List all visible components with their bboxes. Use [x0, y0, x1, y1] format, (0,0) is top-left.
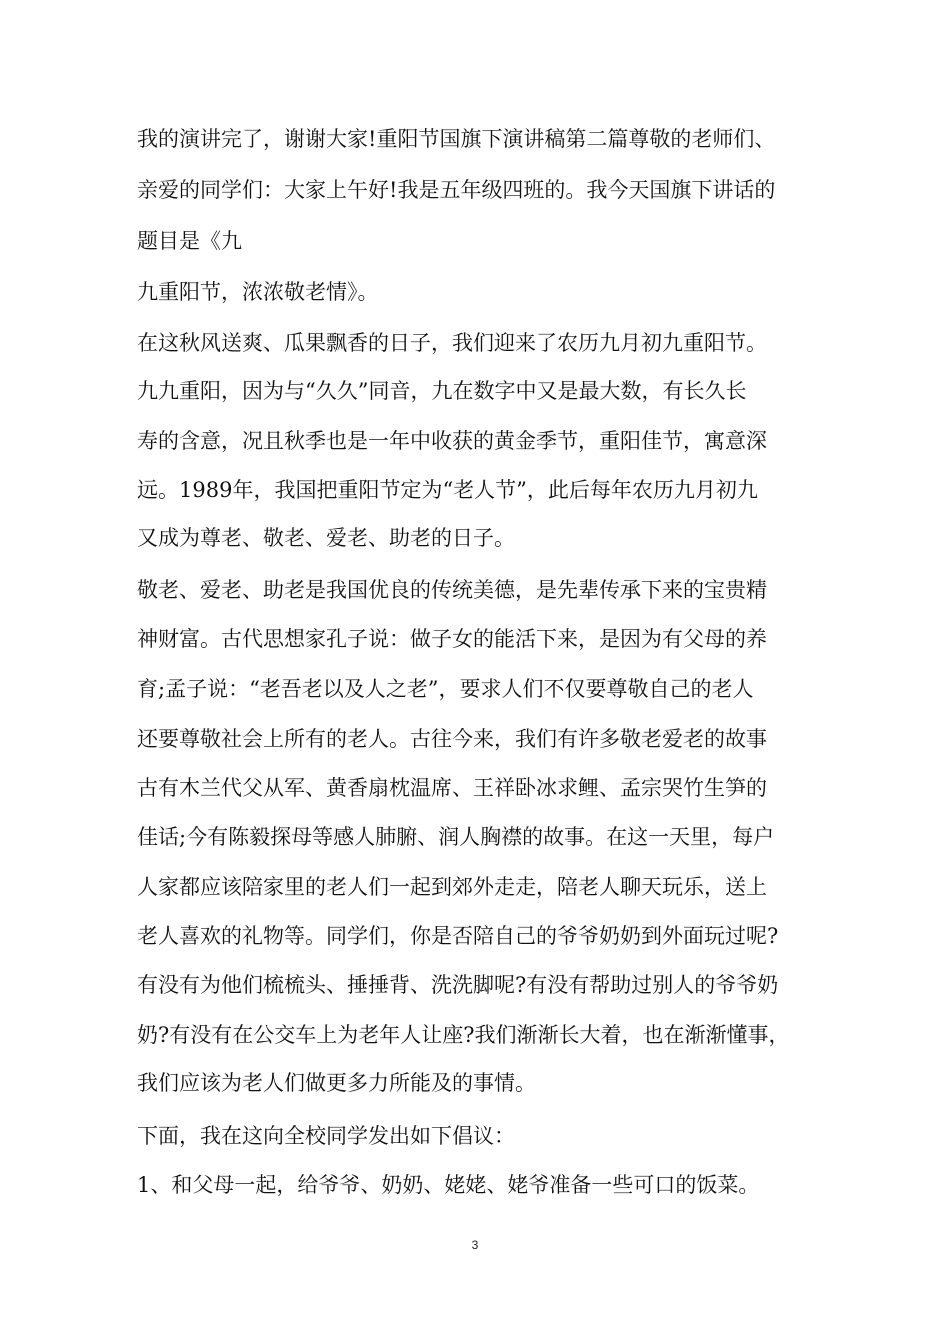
text-line: 九重阳节，浓浓敬老情》。	[137, 280, 379, 304]
text-line: 题目是《九	[137, 229, 242, 253]
text-line: 远。1989年，我国把重阳节定为“老人节”，此后每年农历九月初九	[137, 478, 758, 502]
text-line: 敬老、爱老、助老是我国优良的传统美德，是先辈传承下来的宝贵精	[137, 578, 767, 602]
text-line: 下面，我在这向全校同学发出如下倡议：	[137, 1124, 515, 1148]
text-line: 神财富。古代思想家孔子说：做子女的能活下来，是因为有父母的养	[137, 627, 767, 651]
text-line: 在这秋风送爽、瓜果飘香的日子，我们迎来了农历九月初九重阳节。	[137, 331, 767, 355]
text-line: 有没有为他们梳梳头、捶捶背、洗洗脚呢?有没有帮助过别人的爷爷奶	[137, 973, 779, 997]
text-line: 育;孟子说：“老吾老以及人之老”，要求人们不仅要尊敬自己的老人	[137, 677, 754, 701]
text-line: 奶?有没有在公交车上为老年人让座?我们渐渐长大着，也在渐渐懂事，	[137, 1023, 790, 1047]
text-line: 亲爱的同学们：大家上午好!我是五年级四班的。我今天国旗下讲话的	[137, 178, 776, 202]
text-line: 1、和父母一起，给爷爷、奶奶、姥姥、姥爷准备一些可口的饭菜。	[137, 1173, 760, 1197]
text-line: 又成为尊老、敬老、爱老、助老的日子。	[137, 526, 515, 550]
text-line: 我们应该为老人们做更多力所能及的事情。	[137, 1071, 536, 1095]
text-line: 佳话;今有陈毅探母等感人肺腑、润人胸襟的故事。在这一天里，每户	[137, 825, 775, 849]
text-line: 九九重阳，因为与“久久”同音，九在数字中又是最大数，有长久长	[137, 379, 747, 403]
text-line: 人家都应该陪家里的老人们一起到郊外走走，陪老人聊天玩乐，送上	[137, 875, 767, 899]
text-line: 我的演讲完了，谢谢大家!重阳节国旗下演讲稿第二篇尊敬的老师们、	[137, 127, 776, 151]
page-number: 3	[471, 1238, 479, 1252]
text-line: 古有木兰代父从军、黄香扇枕温席、王祥卧冰求鲤、孟宗哭竹生笋的	[137, 776, 767, 800]
text-line: 寿的含意，况且秋季也是一年中收获的黄金季节，重阳佳节，寓意深	[137, 429, 767, 453]
text-line: 老人喜欢的礼物等。同学们，你是否陪自己的爷爷奶奶到外面玩过呢?	[137, 924, 779, 948]
text-line: 还要尊敬社会上所有的老人。古往今来，我们有许多敬老爱老的故事	[137, 727, 767, 751]
